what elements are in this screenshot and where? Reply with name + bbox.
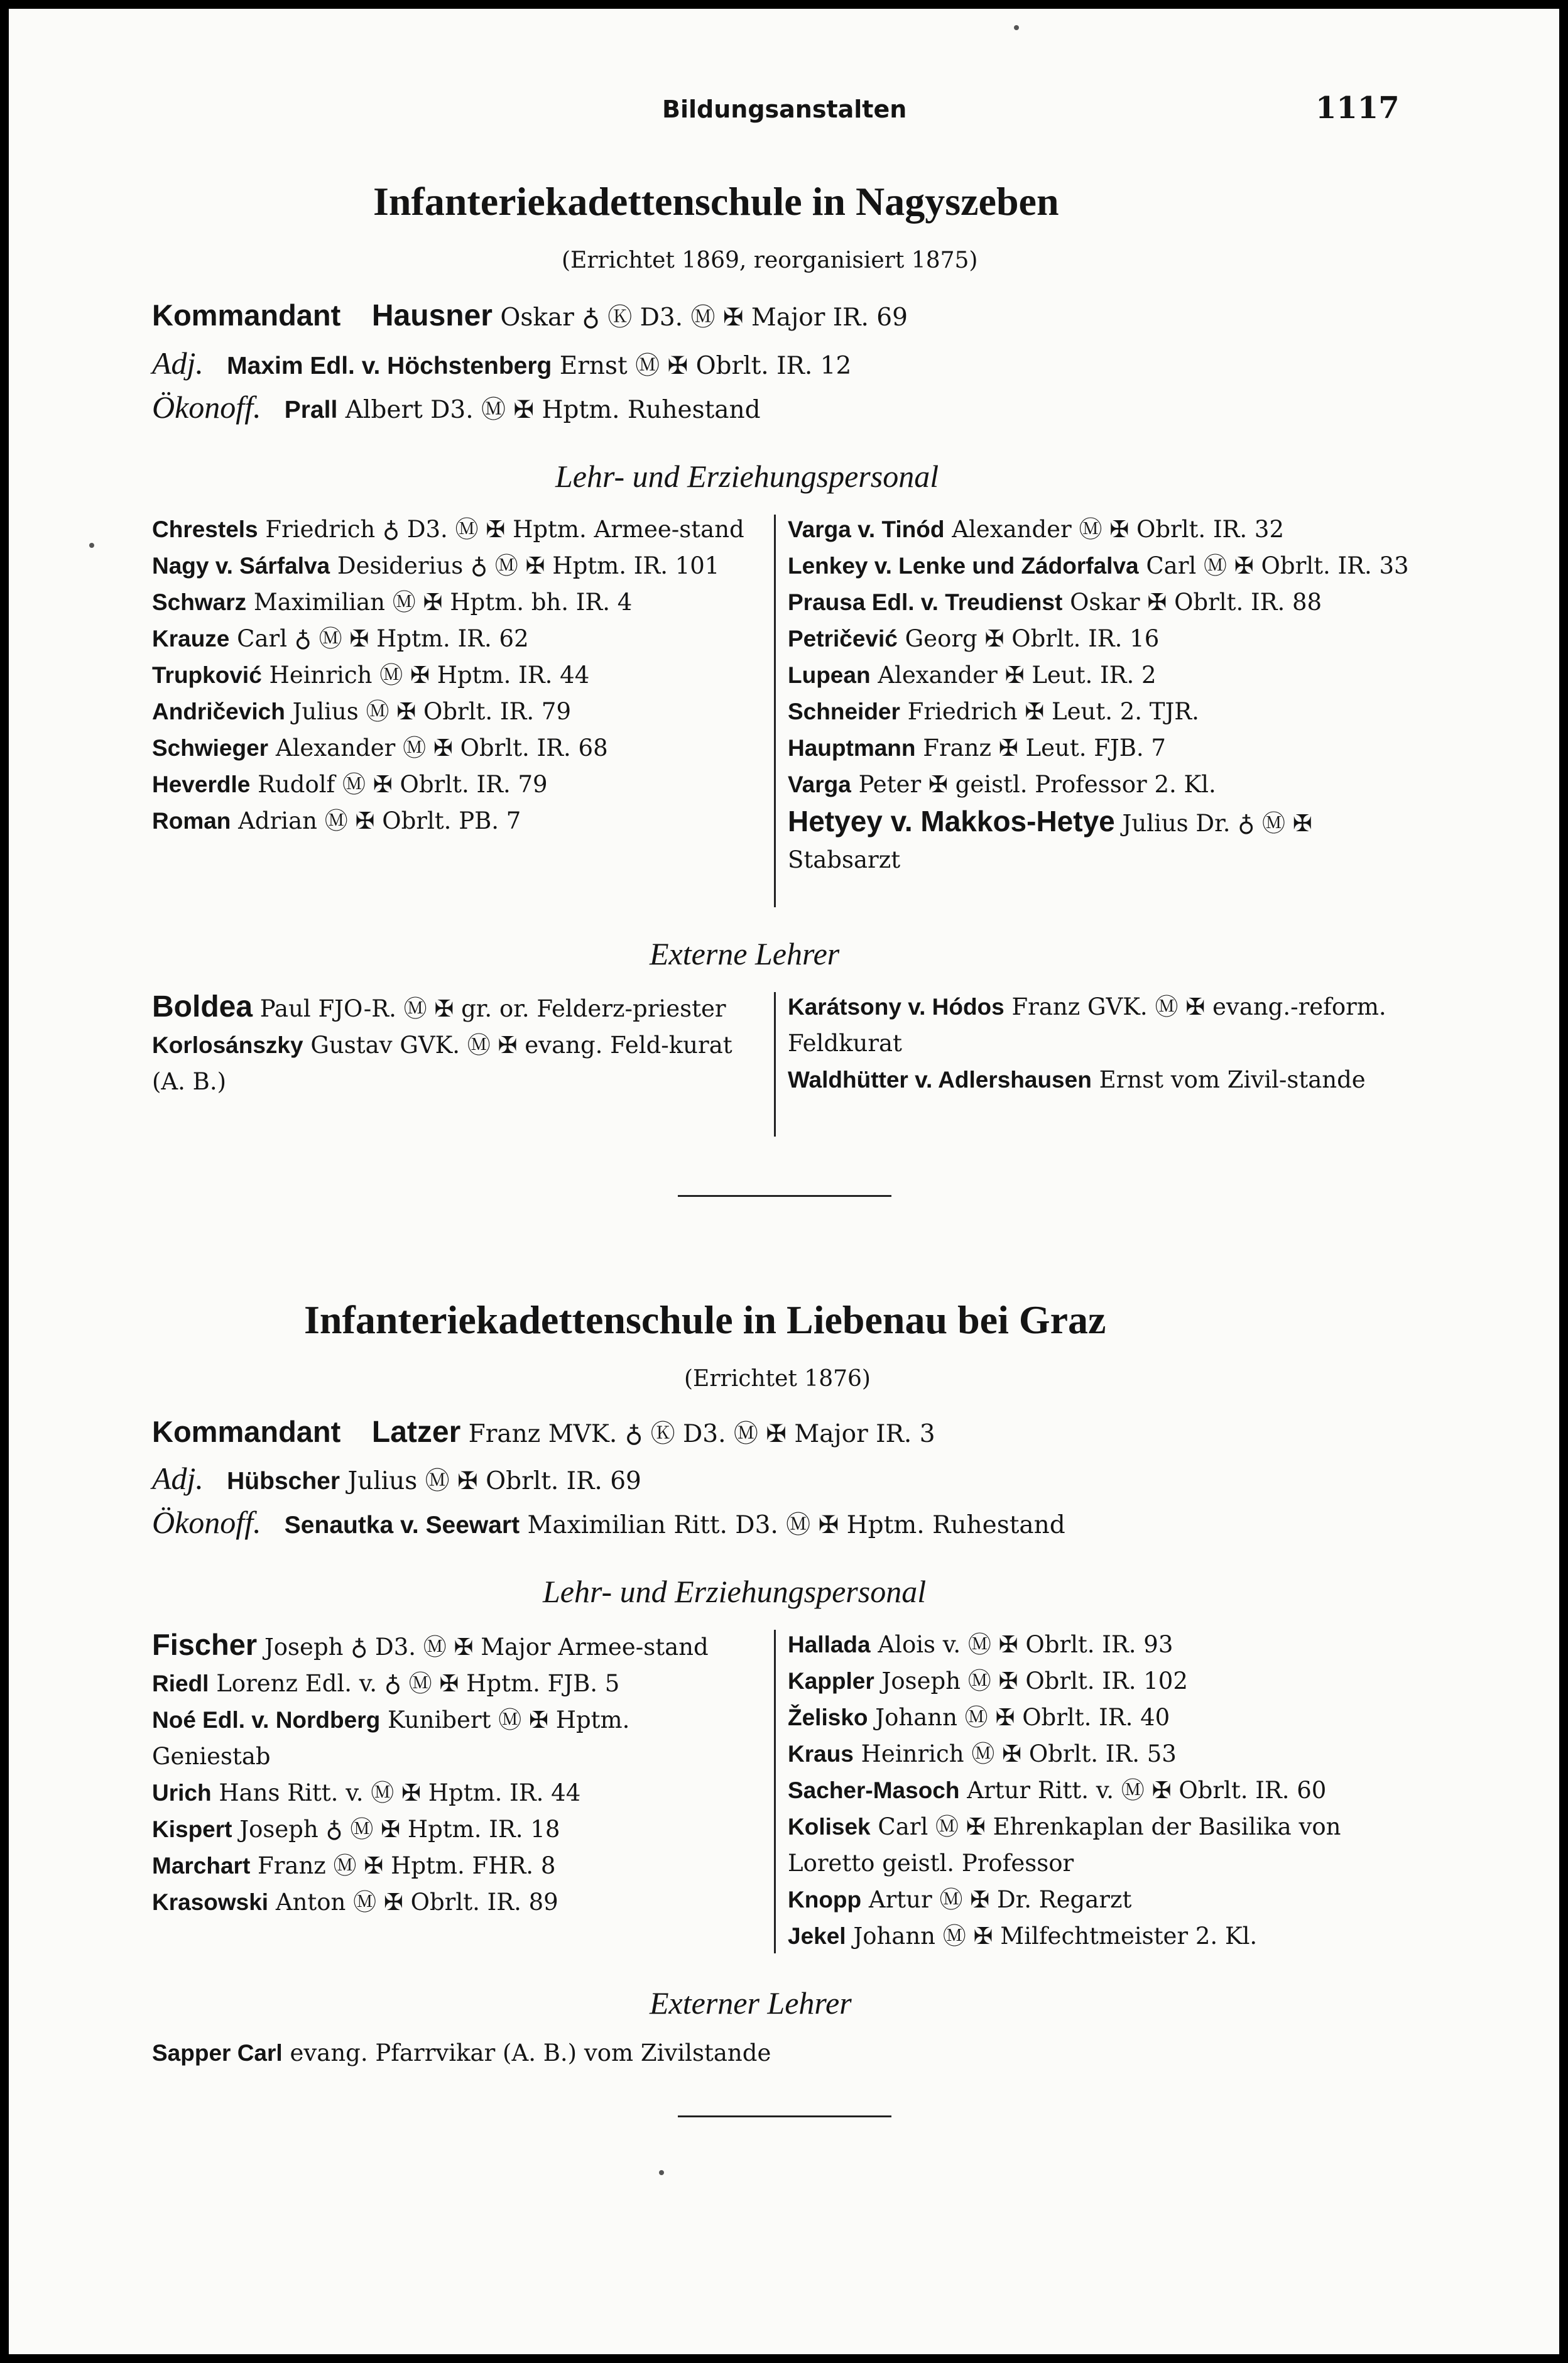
page-number: 1117 xyxy=(1315,90,1400,126)
external-details: Ernst vom Zivil-stande xyxy=(1099,1066,1366,1093)
okonoff-line xyxy=(152,389,761,425)
person-details: Ernst Ⓜ ✠ Obrlt. IR. 12 xyxy=(559,352,852,380)
staff-name: Schwieger xyxy=(152,735,269,761)
role-label: Kommandant xyxy=(152,298,341,332)
staff-name: Schneider xyxy=(788,699,900,724)
staff-details: Joseph Ⓜ ✠ Obrlt. IR. 102 xyxy=(881,1667,1188,1694)
person-details: Franz MVK. ♁ Ⓚ D3. Ⓜ ✠ Major IR. 3 xyxy=(468,1420,935,1448)
staff-details: Alexander Ⓜ ✠ Obrlt. IR. 32 xyxy=(952,516,1285,543)
external-right-column xyxy=(788,989,1416,1098)
person-name: Hübscher xyxy=(227,1468,340,1495)
person-name: Latzer xyxy=(371,1416,461,1449)
staff-details: Artur Ⓜ ✠ Dr. Regarzt xyxy=(868,1886,1132,1913)
staff-name: Sacher-Masoch xyxy=(788,1777,960,1803)
staff-entry xyxy=(152,1627,755,1666)
staff-entry xyxy=(788,1663,1416,1700)
external-heading: Externer Lehrer xyxy=(650,1985,852,2021)
staff-entry xyxy=(788,657,1416,694)
person-details: Julius Ⓜ ✠ Obrlt. IR. 69 xyxy=(347,1467,641,1495)
staff-name: Nagy v. Sárfalva xyxy=(152,553,330,579)
staff-entry xyxy=(152,511,755,548)
staff-entry xyxy=(788,1772,1416,1809)
staff-name: Kispert xyxy=(152,1816,232,1842)
external-name: Waldhütter v. Adlershausen xyxy=(788,1067,1092,1093)
staff-entry xyxy=(788,1736,1416,1772)
role-label: Adj. xyxy=(152,1461,204,1496)
staff-name: Hauptmann xyxy=(788,735,916,761)
section-title: Infanteriekadettenschule in Nagyszeben xyxy=(373,179,1059,224)
staff-heading: Lehr- und Erziehungspersonal xyxy=(555,459,939,494)
staff-entry xyxy=(788,1700,1416,1736)
staff-details: Hans Ritt. v. Ⓜ ✠ Hptm. IR. 44 xyxy=(219,1779,581,1806)
staff-entry xyxy=(788,1882,1416,1918)
staff-entry xyxy=(152,1848,755,1884)
column-divider xyxy=(774,1630,776,1953)
person-details: Maximilian Ritt. D3. Ⓜ ✠ Hptm. Ruhestand xyxy=(527,1511,1065,1539)
external-name: Karátsony v. Hódos xyxy=(788,994,1004,1020)
staff-entry xyxy=(788,584,1416,621)
okonoff-line xyxy=(152,1504,1065,1541)
staff-details: Anton Ⓜ ✠ Obrlt. IR. 89 xyxy=(275,1889,558,1916)
staff-name: Fischer xyxy=(152,1628,258,1661)
staff-name: Kraus xyxy=(788,1741,854,1767)
external-name: Sapper Carl xyxy=(152,2040,283,2066)
external-left-column xyxy=(152,989,755,1100)
staff-name: Lupean xyxy=(788,662,871,688)
staff-name: Jekel xyxy=(788,1923,846,1949)
staff-entry xyxy=(788,803,1416,878)
staff-details: Friedrich ♁ D3. Ⓜ ✠ Hptm. Armee-stand xyxy=(265,516,744,543)
staff-name: Andričevich xyxy=(152,699,285,724)
staff-name: Urich xyxy=(152,1780,212,1806)
scan-speck xyxy=(89,543,94,548)
section-divider xyxy=(678,2115,891,2117)
staff-entry xyxy=(788,767,1416,803)
role-label: Adj. xyxy=(152,346,204,381)
staff-entry xyxy=(152,1884,755,1921)
staff-entry xyxy=(788,511,1416,548)
staff-entry xyxy=(152,694,755,730)
external-heading: Externe Lehrer xyxy=(650,936,840,971)
staff-entry xyxy=(788,548,1416,584)
adjutant-line xyxy=(152,345,851,381)
external-details: Gustav GVK. Ⓜ ✠ evang. Feld-kurat (A. B.) xyxy=(152,1032,732,1095)
staff-details: Alois v. Ⓜ ✠ Obrlt. IR. 93 xyxy=(878,1631,1173,1658)
section-divider xyxy=(678,1195,891,1197)
staff-entry xyxy=(152,584,755,621)
staff-entry xyxy=(152,730,755,767)
staff-name: Trupković xyxy=(152,662,262,688)
external-entry xyxy=(788,989,1416,1062)
staff-entry xyxy=(788,1918,1416,1955)
staff-name: Riedl xyxy=(152,1671,209,1696)
staff-details: Maximilian Ⓜ ✠ Hptm. bh. IR. 4 xyxy=(253,589,633,616)
staff-name: Knopp xyxy=(788,1887,862,1913)
staff-entry xyxy=(152,621,755,657)
staff-details: Georg ✠ Obrlt. IR. 16 xyxy=(905,625,1160,652)
staff-details: Julius Ⓜ ✠ Obrlt. IR. 79 xyxy=(292,698,572,725)
person-name: Prall xyxy=(284,396,338,423)
staff-name: Hallada xyxy=(788,1632,871,1657)
scan-speck xyxy=(659,2170,664,2175)
staff-name: Varga v. Tinód xyxy=(788,516,945,542)
staff-name: Kappler xyxy=(788,1668,874,1694)
staff-details: Rudolf Ⓜ ✠ Obrlt. IR. 79 xyxy=(258,771,548,798)
staff-details: Heinrich Ⓜ ✠ Obrlt. IR. 53 xyxy=(861,1740,1177,1767)
staff-name: Petričević xyxy=(788,626,898,652)
staff-entry xyxy=(152,1775,755,1811)
external-entry xyxy=(152,989,755,1027)
staff-name: Prausa Edl. v. Treudienst xyxy=(788,589,1063,615)
staff-details: Heinrich Ⓜ ✠ Hptm. IR. 44 xyxy=(269,662,590,689)
staff-entry xyxy=(152,767,755,803)
staff-entry xyxy=(152,1666,755,1702)
person-details: Albert D3. Ⓜ ✠ Hptm. Ruhestand xyxy=(345,396,761,424)
staff-details: Julius Dr. ♁ Ⓜ ✠ Stabsarzt xyxy=(788,810,1312,873)
staff-details: Franz ✠ Leut. FJB. 7 xyxy=(923,734,1166,761)
staff-details: Franz Ⓜ ✠ Hptm. FHR. 8 xyxy=(258,1852,556,1879)
staff-details: Joseph ♁ D3. Ⓜ ✠ Major Armee-stand xyxy=(264,1634,709,1661)
staff-name: Kolisek xyxy=(788,1814,871,1840)
staff-details: Oskar ✠ Obrlt. IR. 88 xyxy=(1070,589,1322,616)
staff-name: Chrestels xyxy=(152,516,258,542)
staff-entry xyxy=(152,548,755,584)
external-details: Paul FJO-R. Ⓜ ✠ gr. or. Felderz-priester xyxy=(259,995,726,1022)
staff-left-column xyxy=(152,1627,755,1921)
staff-entry xyxy=(788,621,1416,657)
staff-details: Peter ✠ geistl. Professor 2. Kl. xyxy=(858,771,1216,798)
external-entry xyxy=(788,1062,1416,1098)
section-subtitle: (Errichtet 1869, reorganisiert 1875) xyxy=(562,248,978,273)
staff-details: Adrian Ⓜ ✠ Obrlt. PB. 7 xyxy=(238,807,521,834)
staff-details: Carl Ⓜ ✠ Ehrenkaplan der Basilika von Loretto geistl. Professor xyxy=(788,1813,1341,1877)
staff-right-column xyxy=(788,511,1416,878)
section-subtitle: (Errichtet 1876) xyxy=(684,1366,871,1392)
staff-details: Johann Ⓜ ✠ Obrlt. IR. 40 xyxy=(875,1704,1170,1731)
staff-entry xyxy=(788,1809,1416,1882)
staff-right-column xyxy=(788,1627,1416,1955)
staff-details: Kunibert Ⓜ ✠ Hptm. Geniestab xyxy=(152,1706,630,1770)
role-label: Ökonoff. xyxy=(152,1505,261,1540)
scanned-page xyxy=(9,9,1559,2354)
staff-details: Alexander Ⓜ ✠ Obrlt. IR. 68 xyxy=(275,734,608,761)
staff-details: Carl Ⓜ ✠ Obrlt. IR. 33 xyxy=(1146,552,1409,579)
external-entry xyxy=(152,1027,755,1100)
adjutant-line xyxy=(152,1460,641,1497)
staff-entry xyxy=(788,1627,1416,1663)
role-label: Kommandant xyxy=(152,1415,341,1448)
staff-details: Johann Ⓜ ✠ Milfechtmeister 2. Kl. xyxy=(853,1923,1258,1950)
external-details: Franz GVK. Ⓜ ✠ evang.-reform. Feldkurat xyxy=(788,993,1386,1057)
staff-left-column xyxy=(152,511,755,839)
staff-entry xyxy=(788,694,1416,730)
staff-name: Krauze xyxy=(152,626,230,652)
staff-details: Desiderius ♁ Ⓜ ✠ Hptm. IR. 101 xyxy=(337,552,720,579)
running-title: Bildungsanstalten xyxy=(662,96,907,123)
role-label: Ökonoff. xyxy=(152,390,261,425)
person-name: Maxim Edl. v. Höchstenberg xyxy=(227,352,552,379)
section-title: Infanteriekadettenschule in Liebenau bei Graz xyxy=(304,1297,1106,1342)
external-entry xyxy=(152,2039,771,2066)
staff-name: Noé Edl. v. Nordberg xyxy=(152,1707,381,1733)
staff-details: Carl ♁ Ⓜ ✠ Hptm. IR. 62 xyxy=(237,625,529,652)
external-details: evang. Pfarrvikar (A. B.) vom Zivilstande xyxy=(290,2039,771,2066)
staff-name: Hetyey v. Makkos-Hetye xyxy=(788,805,1115,838)
person-name: Senautka v. Seewart xyxy=(284,1512,520,1539)
staff-entry xyxy=(152,657,755,694)
person-name: Hausner xyxy=(371,299,493,332)
external-name: Boldea xyxy=(152,990,253,1023)
staff-name: Želisko xyxy=(788,1705,868,1730)
kommandant-line xyxy=(152,1414,935,1449)
scan-speck xyxy=(1014,25,1019,30)
staff-details: Artur Ritt. v. Ⓜ ✠ Obrlt. IR. 60 xyxy=(967,1777,1327,1804)
staff-details: Joseph ♁ Ⓜ ✠ Hptm. IR. 18 xyxy=(239,1816,560,1843)
external-name: Korlosánszky xyxy=(152,1032,303,1058)
staff-name: Roman xyxy=(152,808,231,834)
staff-entry xyxy=(152,1811,755,1848)
staff-entry xyxy=(788,730,1416,767)
kommandant-line xyxy=(152,298,908,333)
staff-name: Schwarz xyxy=(152,589,247,615)
column-divider xyxy=(774,992,776,1137)
staff-name: Heverdle xyxy=(152,772,251,797)
staff-details: Lorenz Edl. v. ♁ Ⓜ ✠ Hptm. FJB. 5 xyxy=(216,1670,620,1697)
staff-name: Varga xyxy=(788,772,851,797)
column-divider xyxy=(774,515,776,907)
staff-details: Alexander ✠ Leut. IR. 2 xyxy=(878,662,1157,689)
staff-name: Lenkey v. Lenke und Zádorfalva xyxy=(788,553,1139,579)
staff-name: Marchart xyxy=(152,1853,251,1879)
staff-entry xyxy=(152,803,755,839)
person-details: Oskar ♁ Ⓚ D3. Ⓜ ✠ Major IR. 69 xyxy=(500,303,908,332)
staff-entry xyxy=(152,1702,755,1775)
staff-heading: Lehr- und Erziehungspersonal xyxy=(543,1574,927,1609)
staff-name: Krasowski xyxy=(152,1889,269,1915)
staff-details: Friedrich ✠ Leut. 2. TJR. xyxy=(907,698,1199,725)
